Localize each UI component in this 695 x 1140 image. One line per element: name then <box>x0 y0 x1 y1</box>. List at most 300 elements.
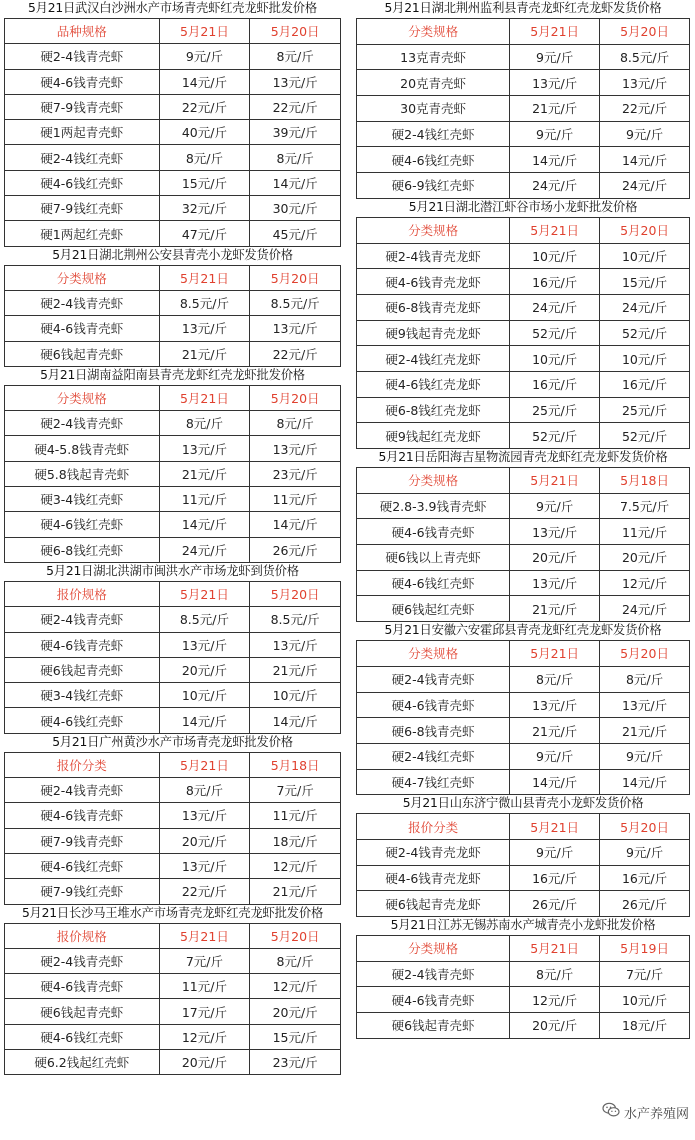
table-row <box>5 828 341 853</box>
price-cell: 8元/斤 <box>250 411 341 436</box>
price-cell: 14元/斤 <box>250 512 341 537</box>
price-cell: 8元/斤 <box>159 145 250 170</box>
spec-cell: 硬6-8钱红壳虾 <box>5 537 160 562</box>
spec-cell: 硬4-6钱青壳龙虾 <box>357 269 510 295</box>
spec-cell: 20克青壳虾 <box>357 70 510 96</box>
spec-cell: 硬4-6钱青壳虾 <box>357 519 510 545</box>
table-title: 5月21日岳阳海吉星物流园青壳龙虾红壳龙虾发货价格 <box>378 450 668 464</box>
price-cell: 22元/斤 <box>250 94 341 119</box>
price-cell: 40元/斤 <box>159 120 250 145</box>
price-cell: 12元/斤 <box>250 974 341 999</box>
table-row <box>357 397 690 423</box>
header-date: 5月21日 <box>510 19 600 45</box>
price-cell: 8元/斤 <box>510 666 600 692</box>
price-cell: 10元/斤 <box>250 683 341 708</box>
spec-cell: 硬4-6钱青壳虾 <box>5 69 160 94</box>
price-table <box>356 18 690 199</box>
price-cell: 26元/斤 <box>250 537 341 562</box>
spec-cell: 硬2-4钱青壳虾 <box>5 948 160 973</box>
price-cell: 10元/斤 <box>600 987 690 1013</box>
spec-cell: 硬6-9钱红壳虾 <box>357 173 510 199</box>
price-cell: 39元/斤 <box>250 120 341 145</box>
table-row <box>357 96 690 122</box>
price-cell: 52元/斤 <box>510 320 600 346</box>
table-row <box>357 294 690 320</box>
header-spec: 分类规格 <box>357 19 510 45</box>
price-cell: 7元/斤 <box>250 778 341 803</box>
table-row <box>357 692 690 718</box>
price-table-block <box>356 199 690 449</box>
price-cell: 13元/斤 <box>159 803 250 828</box>
spec-cell: 硬2-4钱青壳虾 <box>5 607 160 632</box>
header-date: 5月20日 <box>250 923 341 948</box>
table-row <box>357 865 690 891</box>
spec-cell: 硬2-4钱青壳虾 <box>357 961 510 987</box>
price-cell: 20元/斤 <box>159 1049 250 1074</box>
price-cell: 52元/斤 <box>510 423 600 449</box>
price-cell: 22元/斤 <box>159 879 250 904</box>
spec-cell: 30克青壳虾 <box>357 96 510 122</box>
header-date: 5月18日 <box>250 752 341 777</box>
table-row <box>5 341 341 366</box>
price-cell: 20元/斤 <box>510 1013 600 1039</box>
price-cell: 24元/斤 <box>510 294 600 320</box>
price-cell: 8元/斤 <box>159 411 250 436</box>
price-cell: 13元/斤 <box>250 436 341 461</box>
price-cell: 13元/斤 <box>159 316 250 341</box>
price-cell: 13元/斤 <box>600 70 690 96</box>
table-row <box>5 803 341 828</box>
left-column <box>4 0 341 1075</box>
price-table <box>4 581 341 734</box>
price-cell: 21元/斤 <box>510 96 600 122</box>
header-date: 5月21日 <box>510 936 600 962</box>
table-row <box>5 196 341 221</box>
header-spec: 分类规格 <box>5 385 160 410</box>
table-row <box>357 121 690 147</box>
price-cell: 11元/斤 <box>250 487 341 512</box>
header-date: 5月21日 <box>159 19 250 44</box>
table-header-row <box>5 581 341 606</box>
table-row <box>357 596 690 622</box>
price-cell: 13元/斤 <box>510 519 600 545</box>
price-cell: 13元/斤 <box>510 692 600 718</box>
table-title: 5月21日江苏无锡苏南水产城青壳小龙虾批发价格 <box>390 918 656 932</box>
price-cell: 13元/斤 <box>510 70 600 96</box>
spec-cell: 硬2-4钱红壳龙虾 <box>357 346 510 372</box>
price-cell: 12元/斤 <box>250 853 341 878</box>
spec-cell: 硬6-8钱青壳虾 <box>357 718 510 744</box>
header-date: 5月21日 <box>510 468 600 494</box>
spec-cell: 硬6钱起青壳龙虾 <box>357 891 510 917</box>
spec-cell: 硬4-6钱红壳虾 <box>5 853 160 878</box>
header-date: 5月21日 <box>159 752 250 777</box>
table-row <box>5 778 341 803</box>
table-title: 5月21日长沙马王堆水产市场青壳龙虾红壳龙虾批发价格 <box>21 905 324 920</box>
price-cell: 26元/斤 <box>510 891 600 917</box>
price-cell: 24元/斤 <box>510 173 600 199</box>
price-cell: 9元/斤 <box>600 839 690 865</box>
price-cell: 52元/斤 <box>600 423 690 449</box>
table-row <box>357 173 690 199</box>
price-cell: 24元/斤 <box>600 596 690 622</box>
header-spec: 报价规格 <box>5 581 160 606</box>
spec-cell: 硬7-9钱红壳虾 <box>5 196 160 221</box>
price-cell: 9元/斤 <box>600 121 690 147</box>
price-table <box>4 385 341 563</box>
price-cell: 8.5元/斤 <box>600 44 690 70</box>
spec-cell: 硬4-6钱青壳虾 <box>5 316 160 341</box>
right-column <box>356 0 690 1039</box>
price-table <box>4 18 341 247</box>
price-cell: 13元/斤 <box>250 632 341 657</box>
spec-cell: 硬4-7钱红壳虾 <box>357 769 510 795</box>
price-cell: 15元/斤 <box>600 269 690 295</box>
price-table <box>4 923 341 1076</box>
price-cell: 26元/斤 <box>600 891 690 917</box>
price-cell: 8元/斤 <box>510 961 600 987</box>
table-title: 5月21日安徽六安霍邱县青壳龙虾红壳龙虾发货价格 <box>384 623 662 638</box>
header-date: 5月20日 <box>600 641 690 667</box>
price-cell: 9元/斤 <box>600 743 690 769</box>
table-row <box>357 961 690 987</box>
table-title: 5月21日湖南益阳南县青壳龙虾红壳龙虾批发价格 <box>40 367 305 382</box>
table-row <box>357 320 690 346</box>
spec-cell: 硬4-6钱青壳虾 <box>5 974 160 999</box>
price-cell: 14元/斤 <box>510 769 600 795</box>
price-cell: 14元/斤 <box>250 170 341 195</box>
price-cell: 30元/斤 <box>250 196 341 221</box>
table-row <box>357 891 690 917</box>
price-cell: 11元/斤 <box>159 974 250 999</box>
table-row <box>357 243 690 269</box>
price-cell: 20元/斤 <box>510 545 600 571</box>
table-row <box>357 545 690 571</box>
price-cell: 8元/斤 <box>250 44 341 69</box>
table-title: 5月21日武汉白沙洲水产市场青壳虾红壳龙虾批发价格 <box>27 1 317 15</box>
price-cell: 9元/斤 <box>510 839 600 865</box>
price-cell: 21元/斤 <box>600 718 690 744</box>
price-cell: 11元/斤 <box>159 487 250 512</box>
spec-cell: 硬3-4钱红壳虾 <box>5 683 160 708</box>
table-row <box>357 666 690 692</box>
table-row <box>5 44 341 69</box>
spec-cell: 硬2-4钱青壳虾 <box>5 778 160 803</box>
spec-cell: 硬4-6钱红壳虾 <box>5 512 160 537</box>
header-spec: 分类规格 <box>5 265 160 290</box>
table-row <box>357 147 690 173</box>
spec-cell: 硬4-6钱红壳虾 <box>5 170 160 195</box>
spec-cell: 硬6钱起青壳虾 <box>357 1013 510 1039</box>
header-date: 5月21日 <box>510 814 600 840</box>
price-cell: 14元/斤 <box>159 512 250 537</box>
price-table-block <box>356 917 690 1039</box>
table-header-row <box>357 814 690 840</box>
spec-cell: 硬6钱以上青壳虾 <box>357 545 510 571</box>
table-row <box>357 493 690 519</box>
price-cell: 8元/斤 <box>600 666 690 692</box>
table-row <box>5 1024 341 1049</box>
price-table-block <box>4 905 341 1076</box>
price-cell: 20元/斤 <box>600 545 690 571</box>
table-row <box>5 69 341 94</box>
price-cell: 23元/斤 <box>250 1049 341 1074</box>
price-cell: 13元/斤 <box>159 632 250 657</box>
header-date: 5月21日 <box>159 923 250 948</box>
header-spec: 分类规格 <box>357 217 510 243</box>
header-spec: 分类规格 <box>357 936 510 962</box>
spec-cell: 硬4-6钱红壳虾 <box>357 570 510 596</box>
spec-cell: 硬4-5.8钱青壳虾 <box>5 436 160 461</box>
price-table-block <box>4 0 341 247</box>
price-cell: 22元/斤 <box>159 94 250 119</box>
price-cell: 10元/斤 <box>510 346 600 372</box>
header-date: 5月21日 <box>159 581 250 606</box>
price-cell: 13元/斤 <box>250 69 341 94</box>
table-row <box>5 537 341 562</box>
price-cell: 21元/斤 <box>250 879 341 904</box>
price-cell: 18元/斤 <box>250 828 341 853</box>
price-cell: 14元/斤 <box>510 147 600 173</box>
price-cell: 13元/斤 <box>159 853 250 878</box>
price-cell: 11元/斤 <box>250 803 341 828</box>
price-cell: 11元/斤 <box>600 519 690 545</box>
spec-cell: 硬6.2钱起红壳虾 <box>5 1049 160 1074</box>
header-date: 5月20日 <box>600 217 690 243</box>
price-cell: 8.5元/斤 <box>250 607 341 632</box>
price-cell: 14元/斤 <box>250 708 341 733</box>
table-title: 5月21日广州黄沙水产市场青壳龙虾批发价格 <box>52 734 293 749</box>
table-row <box>5 708 341 733</box>
header-date: 5月21日 <box>159 265 250 290</box>
price-table-block <box>4 563 341 734</box>
price-cell: 18元/斤 <box>600 1013 690 1039</box>
table-header-row <box>5 385 341 410</box>
table-row <box>357 371 690 397</box>
price-cell: 45元/斤 <box>250 221 341 246</box>
price-cell: 20元/斤 <box>250 999 341 1024</box>
spec-cell: 硬7-9钱青壳虾 <box>5 94 160 119</box>
spec-cell: 硬4-6钱青壳虾 <box>5 803 160 828</box>
table-row <box>5 974 341 999</box>
price-cell: 24元/斤 <box>159 537 250 562</box>
table-row <box>5 120 341 145</box>
spec-cell: 硬2-4钱青壳虾 <box>5 411 160 436</box>
price-cell: 12元/斤 <box>159 1024 250 1049</box>
price-table <box>356 217 690 449</box>
price-cell: 24元/斤 <box>600 173 690 199</box>
table-header-row <box>357 936 690 962</box>
watermark-text: 水产养殖网 <box>623 1106 689 1122</box>
table-header-row <box>5 923 341 948</box>
price-cell: 8元/斤 <box>250 948 341 973</box>
spec-cell: 13克青壳虾 <box>357 44 510 70</box>
price-cell: 14元/斤 <box>159 69 250 94</box>
price-cell: 13元/斤 <box>159 436 250 461</box>
price-cell: 8元/斤 <box>159 778 250 803</box>
price-cell: 7元/斤 <box>600 961 690 987</box>
table-row <box>5 948 341 973</box>
table-header-row <box>357 641 690 667</box>
spec-cell: 硬6钱起红壳虾 <box>357 596 510 622</box>
spec-cell: 硬2-4钱青壳虾 <box>5 44 160 69</box>
table-header-row <box>5 752 341 777</box>
price-cell: 21元/斤 <box>159 341 250 366</box>
spec-cell: 硬2-4钱青壳龙虾 <box>357 243 510 269</box>
table-row <box>5 632 341 657</box>
table-row <box>5 436 341 461</box>
price-cell: 22元/斤 <box>250 341 341 366</box>
spec-cell: 硬6-8钱青壳龙虾 <box>357 294 510 320</box>
table-header-row <box>5 19 341 44</box>
spec-cell: 硬6钱起青壳虾 <box>5 999 160 1024</box>
header-date: 5月20日 <box>250 385 341 410</box>
header-date: 5月21日 <box>510 641 600 667</box>
price-cell: 14元/斤 <box>159 708 250 733</box>
price-cell: 12元/斤 <box>510 987 600 1013</box>
price-cell: 7元/斤 <box>159 948 250 973</box>
header-spec: 分类规格 <box>357 468 510 494</box>
spec-cell: 硬2-4钱青壳龙虾 <box>357 839 510 865</box>
price-cell: 13元/斤 <box>510 570 600 596</box>
table-row <box>5 316 341 341</box>
table-row <box>357 743 690 769</box>
header-spec: 报价规格 <box>5 923 160 948</box>
price-cell: 16元/斤 <box>510 865 600 891</box>
price-cell: 32元/斤 <box>159 196 250 221</box>
table-row <box>357 519 690 545</box>
table-row <box>5 512 341 537</box>
price-cell: 8.5元/斤 <box>159 290 250 315</box>
spec-cell: 硬4-6钱红壳虾 <box>5 1024 160 1049</box>
spec-cell: 硬6-8钱红壳龙虾 <box>357 397 510 423</box>
spec-cell: 硬2-4钱青壳虾 <box>357 666 510 692</box>
table-row <box>357 570 690 596</box>
table-row <box>357 769 690 795</box>
header-date: 5月20日 <box>250 265 341 290</box>
price-cell: 21元/斤 <box>510 596 600 622</box>
price-cell: 16元/斤 <box>600 371 690 397</box>
spec-cell: 硬3-4钱红壳虾 <box>5 487 160 512</box>
header-spec: 报价分类 <box>357 814 510 840</box>
spec-cell: 硬7-9钱红壳虾 <box>5 879 160 904</box>
table-row <box>5 170 341 195</box>
table-row <box>5 607 341 632</box>
price-cell: 9元/斤 <box>510 44 600 70</box>
spec-cell: 硬9钱起青壳龙虾 <box>357 320 510 346</box>
price-cell: 17元/斤 <box>159 999 250 1024</box>
header-date: 5月20日 <box>600 814 690 840</box>
price-cell: 13元/斤 <box>600 692 690 718</box>
price-table-block <box>4 367 341 563</box>
spec-cell: 硬6钱起青壳虾 <box>5 657 160 682</box>
price-cell: 12元/斤 <box>600 570 690 596</box>
header-date: 5月18日 <box>600 468 690 494</box>
price-cell: 9元/斤 <box>510 743 600 769</box>
table-row <box>5 461 341 486</box>
price-cell: 8元/斤 <box>250 145 341 170</box>
price-cell: 10元/斤 <box>600 346 690 372</box>
price-cell: 10元/斤 <box>510 243 600 269</box>
table-row <box>357 269 690 295</box>
spec-cell: 硬4-6钱红壳虾 <box>5 708 160 733</box>
spec-cell: 硬1两起青壳虾 <box>5 120 160 145</box>
price-cell: 25元/斤 <box>600 397 690 423</box>
price-table <box>4 752 341 905</box>
spec-cell: 硬2-4钱青壳虾 <box>5 290 160 315</box>
wechat-icon <box>602 1102 620 1122</box>
header-date: 5月21日 <box>510 217 600 243</box>
spec-cell: 硬9钱起红壳龙虾 <box>357 423 510 449</box>
spec-cell: 硬4-6钱青壳虾 <box>357 692 510 718</box>
price-cell: 23元/斤 <box>250 461 341 486</box>
table-row <box>5 879 341 904</box>
price-cell: 16元/斤 <box>510 269 600 295</box>
price-cell: 22元/斤 <box>600 96 690 122</box>
table-row <box>357 839 690 865</box>
price-table-block <box>356 449 690 622</box>
price-table <box>356 640 690 795</box>
spec-cell: 硬2-4钱红壳虾 <box>357 743 510 769</box>
price-cell: 9元/斤 <box>159 44 250 69</box>
header-spec: 品种规格 <box>5 19 160 44</box>
table-row <box>357 44 690 70</box>
price-cell: 8.5元/斤 <box>159 607 250 632</box>
table-header-row <box>357 217 690 243</box>
price-cell: 10元/斤 <box>159 683 250 708</box>
price-cell: 25元/斤 <box>510 397 600 423</box>
table-row <box>5 657 341 682</box>
spec-cell: 硬2.8-3.9钱青壳虾 <box>357 493 510 519</box>
price-table-block <box>356 0 690 199</box>
spec-cell: 硬7-9钱青壳虾 <box>5 828 160 853</box>
table-title: 5月21日湖北荆州公安县青壳小龙虾发货价格 <box>52 247 293 262</box>
table-row <box>357 718 690 744</box>
price-cell: 20元/斤 <box>159 828 250 853</box>
header-date: 5月19日 <box>600 936 690 962</box>
table-row <box>5 221 341 246</box>
table-row <box>5 1049 341 1074</box>
price-cell: 8.5元/斤 <box>250 290 341 315</box>
price-cell: 9元/斤 <box>510 121 600 147</box>
price-cell: 7.5元/斤 <box>600 493 690 519</box>
price-cell: 15元/斤 <box>159 170 250 195</box>
spec-cell: 硬4-6钱红壳龙虾 <box>357 371 510 397</box>
table-title: 5月21日湖北潜江虾谷市场小龙虾批发价格 <box>408 199 638 214</box>
spec-cell: 硬4-6钱青壳虾 <box>357 987 510 1013</box>
table-row <box>5 487 341 512</box>
table-title: 5月21日山东济宁微山县青壳小龙虾发货价格 <box>402 796 644 811</box>
table-row <box>5 290 341 315</box>
table-row <box>357 346 690 372</box>
price-cell: 16元/斤 <box>510 371 600 397</box>
table-header-row <box>357 19 690 45</box>
table-row <box>357 1013 690 1039</box>
price-table-block <box>356 795 690 917</box>
price-cell: 9元/斤 <box>510 493 600 519</box>
price-table <box>356 467 690 622</box>
table-row <box>357 70 690 96</box>
spec-cell: 硬1两起红壳虾 <box>5 221 160 246</box>
spec-cell: 硬5.8钱起青壳虾 <box>5 461 160 486</box>
price-table <box>356 935 690 1039</box>
price-cell: 14元/斤 <box>600 769 690 795</box>
spec-cell: 硬4-6钱青壳虾 <box>5 632 160 657</box>
table-title: 5月21日湖北洪湖市闽洪水产市场龙虾到货价格 <box>46 563 299 578</box>
table-row <box>5 145 341 170</box>
price-table-block <box>4 247 341 367</box>
table-header-row <box>5 265 341 290</box>
